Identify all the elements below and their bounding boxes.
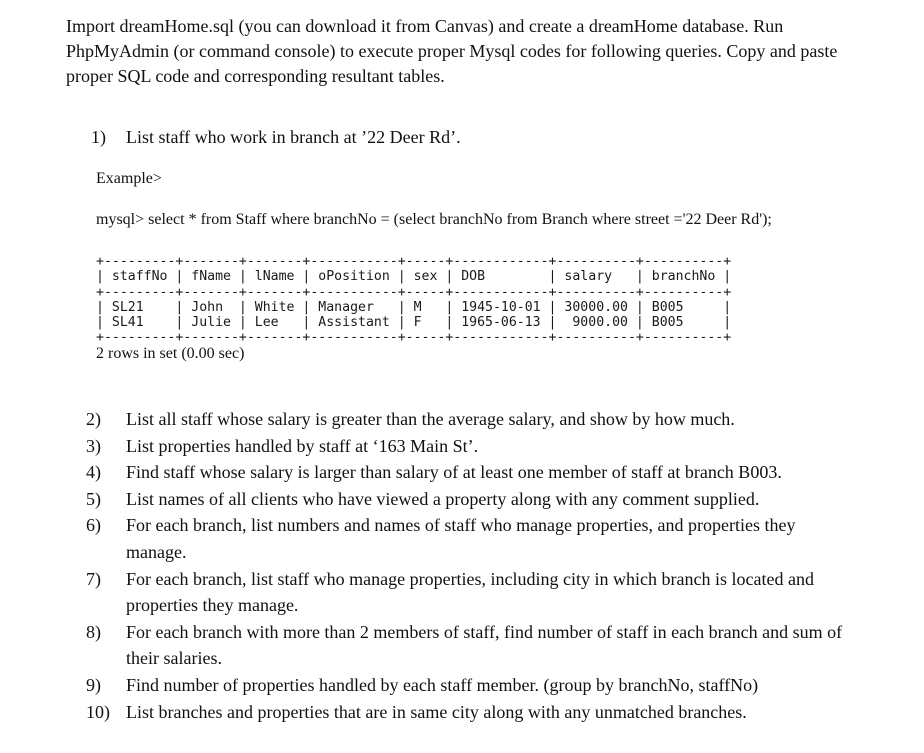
list-item	[86, 672, 846, 699]
row-count: 2 rows in set (0.00 sec)	[96, 345, 245, 362]
question-1	[91, 124, 461, 150]
question-number: 4)	[86, 462, 101, 483]
sql-query: mysql> select * from Staff where branchNo = (select branchNo from Branch where street ='22 Deer Rd');	[96, 211, 772, 228]
result-table	[96, 254, 731, 346]
table-header-row: | staffNo | fName | lName | oPosition | sex | DOB | salary | branchNo |	[96, 269, 732, 285]
question-number: 10)	[86, 701, 110, 722]
list-item	[86, 433, 846, 460]
question-text: List staff who work in branch at ’22 Deer Rd’.	[126, 127, 461, 147]
question-text: For each branch, list staff who manage properties, including city in which branch is located and properties they manage.	[126, 568, 814, 616]
list-item	[86, 406, 846, 433]
question-number: 3)	[86, 435, 101, 456]
question-number: 9)	[86, 674, 101, 695]
question-text: Find staff whose salary is larger than salary of at least one member of staff at branch B003.	[126, 462, 782, 483]
question-text: List names of all clients who have viewed a property along with any comment supplied.	[126, 488, 760, 509]
question-number: 5)	[86, 488, 101, 509]
question-text: List branches and properties that are in same city along with any unmatched branches.	[126, 701, 747, 722]
list-item	[86, 566, 846, 619]
question-text: Find number of properties handled by each staff member. (group by branchNo, staffNo)	[126, 674, 759, 695]
question-text: For each branch with more than 2 members of staff, find number of staff in each branch and sum of their salaries.	[126, 621, 843, 669]
table-row: | SL41 | Julie | Lee | Assistant | F | 1965-06-13 | 9000.00 | B005 |	[96, 315, 732, 331]
table-border-top: +---------+-------+-------+-----------+-----+------------+----------+----------+	[96, 254, 732, 269]
table-border-mid: +---------+-------+-------+-----------+-----+------------+----------+----------+	[96, 284, 732, 300]
list-item	[86, 699, 846, 726]
question-number: 8)	[86, 621, 101, 642]
table-row: | SL21 | John | White | Manager | M | 1945-10-01 | 30000.00 | B005 |	[96, 299, 732, 315]
question-text: List all staff whose salary is greater than the average salary, and show by how much.	[126, 409, 735, 429]
question-text: List properties handled by staff at ‘163 Main St’.	[126, 435, 479, 456]
question-number: 6)	[86, 515, 101, 536]
question-text: For each branch, list numbers and names of staff who manage properties, and properties they manage.	[126, 515, 796, 562]
example-label: Example>	[96, 170, 162, 187]
list-item	[86, 512, 846, 565]
list-item	[86, 486, 846, 513]
question-list	[86, 406, 846, 725]
question-number: 1)	[91, 127, 106, 147]
list-item	[86, 619, 846, 672]
table-border-bottom: +---------+-------+-------+-----------+-----+------------+----------+----------+	[96, 330, 732, 346]
question-number: 2)	[86, 409, 101, 429]
assignment-intro: Import dreamHome.sql (you can download it from Canvas) and create a dreamHome database. Run PhpMyAdmin (or command console) to execute proper Mysql codes for following queries. Copy and paste proper SQL code and corresponding resultant tables.	[66, 16, 838, 86]
question-number: 7)	[86, 568, 101, 589]
list-item	[86, 459, 846, 486]
